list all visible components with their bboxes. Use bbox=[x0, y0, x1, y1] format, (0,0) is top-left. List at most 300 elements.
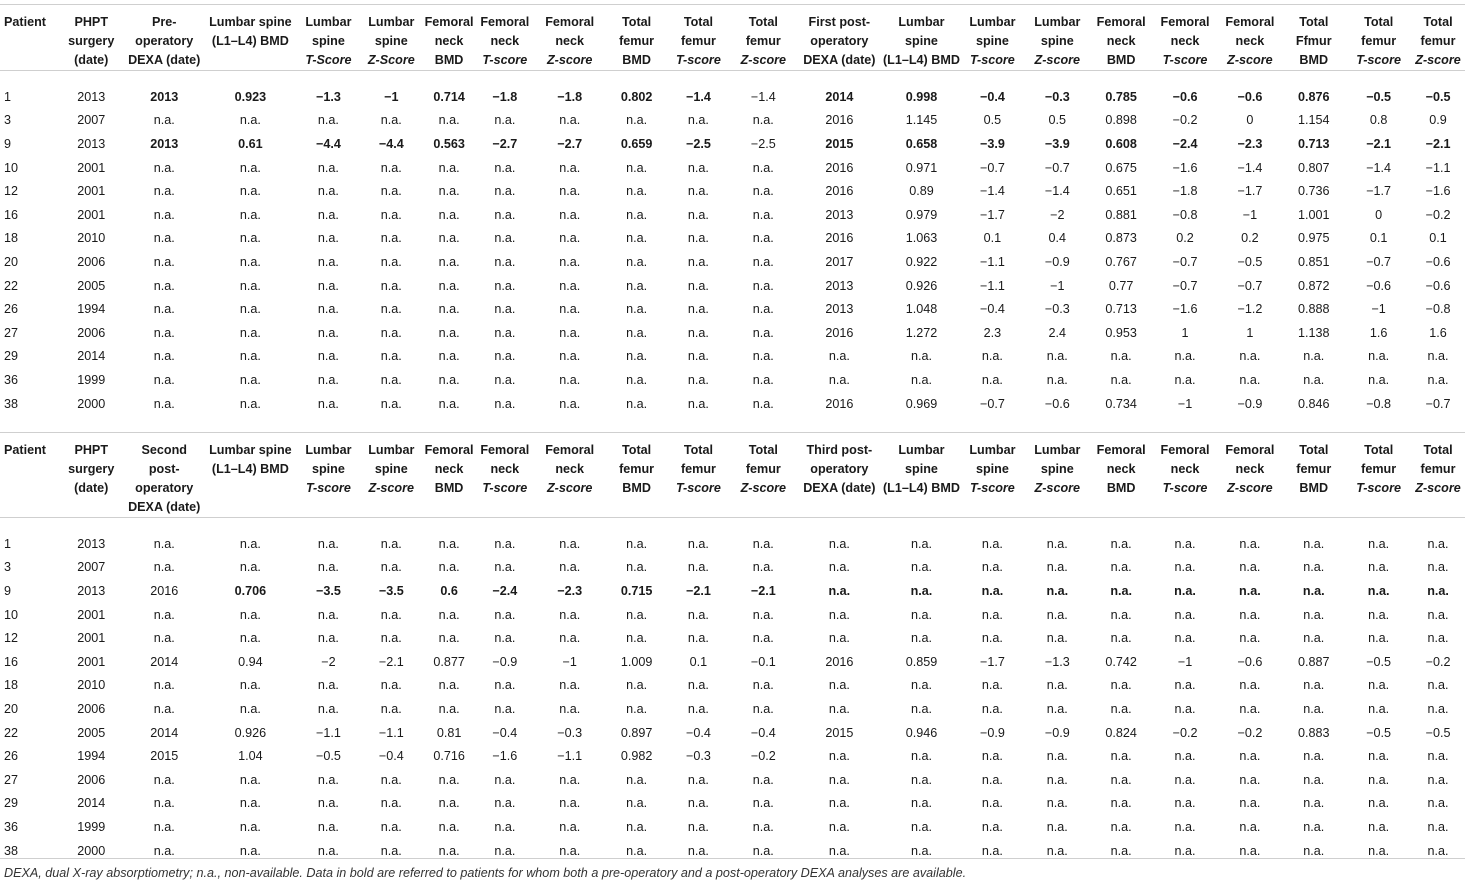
table-cell: n.a. bbox=[1427, 607, 1449, 622]
table-cell: n.a. bbox=[1174, 749, 1196, 764]
table-cell: n.a. bbox=[910, 607, 932, 622]
table-cell: −0.6 bbox=[1237, 654, 1263, 669]
column-header-line: (L1–L4) BMD bbox=[211, 462, 289, 476]
table-cell: n.a. bbox=[981, 536, 1003, 551]
table-cell: n.a. bbox=[317, 701, 339, 716]
table-cell: n.a. bbox=[317, 231, 339, 246]
patient-id-cell: 10 bbox=[4, 607, 19, 622]
table-cell: −1.1 bbox=[979, 254, 1005, 269]
table-cell: n.a. bbox=[687, 231, 709, 246]
table-cell: n.a. bbox=[153, 372, 175, 387]
column-header-line: Femoral bbox=[480, 443, 530, 457]
table-cell: n.a. bbox=[153, 254, 175, 269]
table-cell: n.a. bbox=[494, 701, 516, 716]
patient-id-cell: 1 bbox=[4, 89, 12, 104]
table-cell: 0.94 bbox=[238, 654, 263, 669]
table-cell: n.a. bbox=[438, 772, 460, 787]
table-cell: 0.563 bbox=[433, 136, 465, 151]
column-header-line: femur bbox=[745, 462, 781, 476]
column-header bbox=[361, 5, 422, 71]
table-cell: −1.3 bbox=[316, 89, 341, 104]
table-cell: 0 bbox=[1246, 113, 1254, 128]
patient-id-cell: 16 bbox=[4, 207, 19, 222]
table-cell: n.a. bbox=[438, 278, 460, 293]
table-cell: −2.1 bbox=[378, 654, 404, 669]
table-cell: n.a. bbox=[626, 701, 648, 716]
column-header-line: BMD bbox=[434, 53, 464, 67]
table-cell: n.a. bbox=[910, 796, 932, 811]
table-cell: n.a. bbox=[1110, 372, 1132, 387]
table-cell: 0.785 bbox=[1105, 89, 1137, 104]
table-cell: −1.1 bbox=[979, 278, 1005, 293]
table-cell: n.a. bbox=[559, 278, 581, 293]
table-cell: −1 bbox=[1371, 302, 1386, 317]
column-header-line: Second bbox=[141, 443, 187, 457]
column-header-line: Femoral bbox=[545, 15, 595, 29]
table-cell: n.a. bbox=[1110, 843, 1132, 858]
table-cell: n.a. bbox=[1303, 772, 1325, 787]
column-header-line: neck bbox=[490, 462, 520, 476]
patient-id-cell: 16 bbox=[4, 654, 19, 669]
table-cell: n.a. bbox=[239, 772, 261, 787]
table-cell: 0.897 bbox=[620, 725, 653, 740]
patient-id-cell: 38 bbox=[4, 843, 19, 858]
table-cell: 2006 bbox=[77, 701, 106, 716]
table-cell: n.a. bbox=[828, 583, 851, 598]
table-cell: n.a. bbox=[494, 560, 516, 575]
column-header-line: Total bbox=[683, 443, 714, 457]
column-header-line: Z-score bbox=[1034, 481, 1081, 495]
table-cell: n.a. bbox=[1239, 749, 1261, 764]
table-cell: n.a. bbox=[1174, 607, 1196, 622]
table-cell: n.a. bbox=[981, 349, 1003, 364]
table-cell: 2001 bbox=[77, 607, 106, 622]
table-cell: n.a. bbox=[1427, 560, 1449, 575]
table-cell: n.a. bbox=[687, 631, 709, 646]
table-cell: 0.922 bbox=[905, 254, 938, 269]
column-header bbox=[59, 433, 124, 518]
table-cell: 0.975 bbox=[1298, 231, 1330, 246]
table-cell: n.a. bbox=[1427, 678, 1449, 693]
table-cell: n.a. bbox=[438, 160, 460, 175]
patient-id-cell: 27 bbox=[4, 325, 19, 340]
table-cell: n.a. bbox=[1368, 631, 1390, 646]
column-header bbox=[1281, 5, 1346, 71]
column-header-line: BMD bbox=[622, 53, 651, 67]
table-cell: n.a. bbox=[153, 231, 175, 246]
table-cell: 0.881 bbox=[1105, 207, 1137, 222]
table-cell: n.a. bbox=[752, 560, 774, 575]
column-header-line: Lumbar bbox=[305, 443, 352, 457]
table-cell: n.a. bbox=[687, 372, 709, 387]
table-cell: −0.7 bbox=[1172, 278, 1198, 293]
column-header-line: femur bbox=[619, 462, 655, 476]
table-cell: 0.1 bbox=[689, 654, 708, 669]
column-header-line: spine bbox=[975, 462, 1009, 476]
table-cell: n.a. bbox=[1427, 749, 1449, 764]
table-cell: −0.5 bbox=[1366, 89, 1392, 104]
table-cell: 0.872 bbox=[1298, 278, 1330, 293]
table-cell: n.a. bbox=[1239, 701, 1261, 716]
table-cell: n.a. bbox=[239, 536, 261, 551]
patient-id-cell: 20 bbox=[4, 254, 19, 269]
table-cell: n.a. bbox=[1110, 583, 1133, 598]
table-cell: −0.2 bbox=[750, 749, 776, 764]
column-header-line: T-score bbox=[676, 481, 721, 495]
table-cell: n.a. bbox=[1427, 583, 1449, 598]
table-row bbox=[0, 792, 1465, 816]
table-header-row bbox=[0, 5, 1465, 71]
table-cell: n.a. bbox=[380, 113, 402, 128]
table-cell: 0.2 bbox=[1176, 231, 1194, 246]
table-cell: n.a. bbox=[559, 607, 581, 622]
column-header-line: T-score bbox=[1356, 53, 1402, 67]
table-cell: n.a. bbox=[828, 560, 850, 575]
column-header-line: femur bbox=[1296, 462, 1332, 476]
column-header-line: BMD bbox=[434, 481, 464, 495]
table-cell: n.a. bbox=[317, 113, 339, 128]
patient-id-cell: 36 bbox=[4, 372, 19, 387]
table-cell: 0.998 bbox=[905, 89, 938, 104]
table-row bbox=[0, 744, 1465, 768]
table-cell: n.a. bbox=[752, 113, 774, 128]
table-cell: n.a. bbox=[1427, 701, 1449, 716]
table-cell: −0.5 bbox=[1425, 725, 1451, 740]
table-cell: −0.2 bbox=[1172, 113, 1198, 128]
column-header bbox=[961, 5, 1024, 71]
table-row bbox=[0, 203, 1465, 227]
table-cell: n.a. bbox=[494, 843, 516, 858]
table-cell: n.a. bbox=[687, 302, 709, 317]
patient-id-cell: 29 bbox=[4, 349, 19, 364]
column-header bbox=[1411, 433, 1465, 518]
column-header-line: Lumbar bbox=[1034, 443, 1081, 457]
table-cell: n.a. bbox=[687, 325, 709, 340]
column-header-line: neck bbox=[1235, 34, 1265, 48]
table-cell: n.a. bbox=[828, 349, 850, 364]
table-cell: 0.877 bbox=[433, 654, 465, 669]
table-cell: 0.675 bbox=[1105, 160, 1137, 175]
table-cell: n.a. bbox=[1368, 607, 1390, 622]
table-cell: n.a. bbox=[1303, 349, 1325, 364]
table-row bbox=[0, 556, 1465, 580]
table-cell: 0.876 bbox=[1298, 89, 1330, 104]
column-header bbox=[0, 433, 59, 518]
column-header bbox=[533, 5, 606, 71]
table-cell: −1.4 bbox=[979, 184, 1005, 199]
table-cell: n.a. bbox=[1046, 843, 1068, 858]
table-cell: n.a. bbox=[981, 796, 1003, 811]
table-cell: n.a. bbox=[1303, 631, 1325, 646]
table-cell: n.a. bbox=[1046, 583, 1069, 598]
table-cell: n.a. bbox=[559, 349, 581, 364]
table-cell: 1.6 bbox=[1429, 325, 1447, 340]
table-cell: n.a. bbox=[438, 678, 460, 693]
table-cell: n.a. bbox=[153, 819, 175, 834]
table-cell: −0.7 bbox=[1044, 160, 1070, 175]
table-cell: n.a. bbox=[910, 772, 932, 787]
table-cell: n.a. bbox=[380, 701, 402, 716]
table-cell: n.a. bbox=[1302, 583, 1325, 598]
column-header bbox=[1024, 433, 1091, 518]
column-header-line: Z-score bbox=[368, 481, 415, 495]
table-cell: −1.8 bbox=[1172, 184, 1198, 199]
table-cell: −1.3 bbox=[1044, 654, 1070, 669]
table-cell: −2.4 bbox=[492, 583, 518, 598]
table-cell: n.a. bbox=[494, 231, 516, 246]
table-cell: −1 bbox=[1177, 654, 1193, 669]
column-header-line: Femoral bbox=[1160, 15, 1210, 29]
table-cell: n.a. bbox=[438, 207, 460, 222]
patient-id-cell: 29 bbox=[4, 796, 19, 811]
table-cell: −0.6 bbox=[1425, 278, 1451, 293]
table-cell: 1.048 bbox=[905, 302, 938, 317]
table-cell: −2.3 bbox=[557, 583, 583, 598]
table-cell: −2.4 bbox=[1172, 136, 1198, 151]
table-cell: n.a. bbox=[1046, 349, 1068, 364]
table-cell: 1.001 bbox=[1298, 207, 1330, 222]
table-cell: −2.5 bbox=[686, 136, 711, 151]
table-cell: n.a. bbox=[1239, 349, 1261, 364]
table-cell: n.a. bbox=[559, 701, 581, 716]
column-header bbox=[1152, 433, 1219, 518]
table-cell: 0.1 bbox=[983, 231, 1002, 246]
column-header-line: Lumbar spine bbox=[209, 15, 292, 29]
table-cell: n.a. bbox=[239, 631, 261, 646]
table-cell: n.a. bbox=[1174, 536, 1196, 551]
table-cell: n.a. bbox=[438, 631, 460, 646]
table-cell: n.a. bbox=[317, 772, 339, 787]
table-cell: n.a. bbox=[1368, 372, 1390, 387]
table-cell: n.a. bbox=[752, 819, 774, 834]
table-cell: −2.3 bbox=[1237, 136, 1263, 151]
table-cell: −0.7 bbox=[1237, 278, 1263, 293]
table-cell: n.a. bbox=[1046, 701, 1068, 716]
table-cell: n.a. bbox=[626, 678, 648, 693]
table-cell: n.a. bbox=[626, 349, 648, 364]
table-cell: n.a. bbox=[494, 396, 516, 411]
column-header bbox=[1411, 5, 1465, 71]
table-cell: 1.154 bbox=[1298, 113, 1330, 128]
table-cell: n.a. bbox=[828, 372, 850, 387]
table-cell: n.a. bbox=[1110, 749, 1132, 764]
column-header-line: Lumbar bbox=[969, 15, 1016, 29]
column-header-line: femur bbox=[1361, 462, 1397, 476]
table-cell: n.a. bbox=[494, 278, 516, 293]
column-header-line: Z-score bbox=[740, 53, 787, 67]
table-cell: −0.5 bbox=[1237, 254, 1263, 269]
table-cell: −1 bbox=[1177, 396, 1193, 411]
table-cell: n.a. bbox=[981, 631, 1003, 646]
table-cell: 2016 bbox=[150, 583, 179, 598]
table-cell: n.a. bbox=[1046, 560, 1068, 575]
table-cell: 0.1 bbox=[1429, 231, 1447, 246]
table-cell: 2007 bbox=[77, 113, 106, 128]
column-header bbox=[205, 433, 296, 518]
table-cell: n.a. bbox=[910, 749, 932, 764]
column-header bbox=[797, 5, 882, 71]
table-cell: 0.6 bbox=[440, 583, 458, 598]
patient-id-cell: 22 bbox=[4, 278, 19, 293]
table-cell: n.a. bbox=[910, 583, 933, 598]
column-header bbox=[606, 433, 667, 518]
patient-id-cell: 20 bbox=[4, 701, 19, 716]
column-header-line: Femoral bbox=[1096, 15, 1146, 29]
table-cell: n.a. bbox=[687, 278, 709, 293]
table-cell: 1 bbox=[1246, 325, 1254, 340]
table-row bbox=[0, 156, 1465, 180]
table-bottom-rule bbox=[0, 858, 1465, 859]
column-header-line: spine bbox=[1040, 34, 1074, 48]
table-cell: n.a. bbox=[559, 231, 581, 246]
table-cell: n.a. bbox=[1110, 560, 1132, 575]
table-cell: n.a. bbox=[981, 560, 1003, 575]
table-cell: 2000 bbox=[77, 843, 106, 858]
column-header-line: Femoral bbox=[1096, 443, 1146, 457]
table-cell: −1.7 bbox=[979, 654, 1005, 669]
table-cell: n.a. bbox=[1368, 819, 1390, 834]
table-cell: n.a. bbox=[626, 772, 648, 787]
table-cell: −0.4 bbox=[378, 749, 404, 764]
table-cell: n.a. bbox=[494, 678, 516, 693]
table-cell: 2017 bbox=[825, 254, 854, 269]
table-cell: n.a. bbox=[626, 184, 648, 199]
table-cell: n.a. bbox=[626, 631, 648, 646]
table-cell: n.a. bbox=[380, 207, 402, 222]
table-cell: n.a. bbox=[626, 207, 648, 222]
table-cell: n.a. bbox=[317, 302, 339, 317]
table-cell: −2 bbox=[1050, 207, 1065, 222]
column-header-line: Z-score bbox=[1227, 481, 1273, 495]
table-cell: 0.81 bbox=[436, 725, 462, 740]
table-cell: n.a. bbox=[153, 631, 175, 646]
table-cell: n.a. bbox=[153, 184, 175, 199]
table-cell: n.a. bbox=[380, 631, 402, 646]
column-header bbox=[296, 433, 361, 518]
table-cell: n.a. bbox=[1174, 819, 1196, 834]
column-header-line: spine bbox=[374, 462, 408, 476]
table-cell: n.a. bbox=[626, 302, 648, 317]
column-header-line: Z-score bbox=[546, 53, 593, 67]
table-cell: −0.9 bbox=[492, 654, 518, 669]
table-cell: −0.2 bbox=[1237, 725, 1263, 740]
column-header bbox=[422, 5, 477, 71]
table-cell: n.a. bbox=[687, 819, 709, 834]
table-cell: −0.9 bbox=[1044, 725, 1070, 740]
table-cell: −0.3 bbox=[557, 725, 583, 740]
column-header-line: Lumbar bbox=[305, 15, 352, 29]
table-cell: 2014 bbox=[825, 89, 854, 104]
table-cell: 0.887 bbox=[1298, 654, 1330, 669]
table-cell: n.a. bbox=[1239, 583, 1261, 598]
table-cell: n.a. bbox=[380, 678, 402, 693]
table-cell: n.a. bbox=[626, 796, 648, 811]
table-cell: 0.846 bbox=[1298, 396, 1330, 411]
table-cell: n.a. bbox=[1110, 349, 1132, 364]
column-header bbox=[124, 5, 205, 71]
table-cell: 0.883 bbox=[1298, 725, 1330, 740]
table-cell: n.a. bbox=[153, 325, 175, 340]
table-cell: n.a. bbox=[1303, 701, 1325, 716]
table-cell: n.a. bbox=[687, 701, 709, 716]
column-header-line: femur bbox=[1420, 462, 1456, 476]
table-cell: n.a. bbox=[239, 278, 261, 293]
table-cell: n.a. bbox=[626, 278, 648, 293]
table-cell: 2006 bbox=[77, 325, 106, 340]
table-cell: n.a. bbox=[1110, 631, 1132, 646]
table-cell: −1.6 bbox=[1425, 184, 1451, 199]
table-cell: −0.6 bbox=[1366, 278, 1392, 293]
table-cell: n.a. bbox=[752, 607, 774, 622]
table-cell: −0.4 bbox=[979, 302, 1005, 317]
table-cell: n.a. bbox=[626, 396, 648, 411]
table-cell: n.a. bbox=[1303, 536, 1325, 551]
table-cell: −1 bbox=[562, 654, 577, 669]
column-header-line: T-score bbox=[676, 53, 721, 67]
table-cell: 0.651 bbox=[1105, 184, 1137, 199]
table-cell: −0.2 bbox=[1172, 725, 1198, 740]
table-cell: n.a. bbox=[1174, 560, 1196, 575]
table-cell: n.a. bbox=[559, 325, 581, 340]
table-cell: n.a. bbox=[317, 278, 339, 293]
table-row bbox=[0, 297, 1465, 321]
table-cell: n.a. bbox=[1110, 536, 1132, 551]
table-cell: n.a. bbox=[239, 796, 261, 811]
table-cell: n.a. bbox=[687, 536, 709, 551]
table-cell: n.a. bbox=[559, 113, 581, 128]
table-cell: n.a. bbox=[438, 796, 460, 811]
table-cell: n.a. bbox=[828, 678, 850, 693]
table-cell: n.a. bbox=[239, 254, 261, 269]
table-cell: n.a. bbox=[1239, 772, 1261, 787]
column-header-line: spine bbox=[311, 462, 345, 476]
table-cell: 2015 bbox=[825, 136, 854, 151]
table-cell: n.a. bbox=[1239, 560, 1261, 575]
table-row bbox=[0, 132, 1465, 156]
table-cell: n.a. bbox=[1368, 701, 1390, 716]
table-cell: n.a. bbox=[687, 396, 709, 411]
table-cell: n.a. bbox=[317, 536, 339, 551]
patient-id-cell: 12 bbox=[4, 631, 19, 646]
table-cell: n.a. bbox=[981, 749, 1003, 764]
column-header-line: Lumbar spine bbox=[209, 443, 292, 457]
column-header-line: T-score bbox=[482, 53, 528, 67]
table-cell: 1.138 bbox=[1298, 325, 1330, 340]
column-header-line: Total bbox=[748, 443, 778, 457]
table-cell: 1.04 bbox=[238, 749, 263, 764]
table-cell: 2001 bbox=[77, 184, 106, 199]
table-cell: n.a. bbox=[438, 349, 460, 364]
table-cell: n.a. bbox=[494, 536, 516, 551]
column-header bbox=[882, 433, 961, 518]
table-cell: n.a. bbox=[317, 325, 339, 340]
table-cell: −3.5 bbox=[378, 583, 404, 598]
table-cell: 0.859 bbox=[905, 654, 938, 669]
table-cell: n.a. bbox=[438, 184, 460, 199]
patient-id-cell: 22 bbox=[4, 725, 19, 740]
table-cell: n.a. bbox=[1239, 607, 1261, 622]
table-cell: 2013 bbox=[77, 536, 106, 551]
table-cell: 2014 bbox=[150, 725, 179, 740]
column-header-line: Total bbox=[683, 15, 714, 29]
table-cell: 0.888 bbox=[1298, 302, 1330, 317]
column-header-line: Lumbar bbox=[368, 443, 415, 457]
table-cell: n.a. bbox=[1427, 843, 1449, 858]
column-header-line: neck bbox=[1170, 34, 1200, 48]
table-cell: n.a. bbox=[153, 536, 175, 551]
table-cell: n.a. bbox=[438, 607, 460, 622]
table-row bbox=[0, 768, 1465, 792]
